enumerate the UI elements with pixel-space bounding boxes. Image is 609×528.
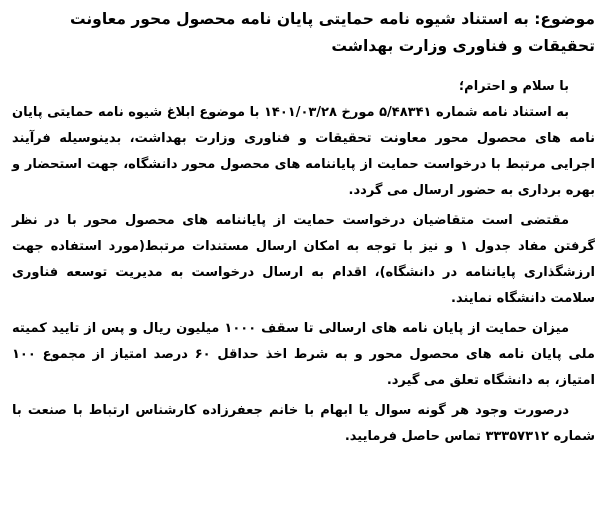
paragraph-contact: درصورت وجود هر گونه سوال یا ابهام با خانم جعفرزاده کارشناس ارتباط با صنعت با شماره ۳۳۳۵۷۳۱۲ تماس حاصل فرمایید. <box>12 403 595 444</box>
paragraph-applicants: مقتضی است متقاضیان درخواست حمایت از پایاننامه های محصول محور با در نظر گرفتن مفاد جدول ۱ و نیز با توجه به امکان ارسال مستندات مرتبط(مورد استفاده جهت ارزشگذاری پایاننامه در دانشگاه)، اقدام به ارسال درخواست به مدیریت توسعه فناوری سلامت دانشگاه نمایند. <box>12 213 595 306</box>
paragraph-support-amount: میزان حمایت از پایان نامه های ارسالی تا سقف ۱۰۰۰ میلیون ریال و پس از تایید کمیته ملی پایان نامه های محصول محور و به شرط اخذ حداقل ۶۰ درصد امتیاز از مجموع ۱۰۰ امتیاز، به دانشگاه تعلق می گیرد. <box>12 321 595 388</box>
letter-document <box>12 6 595 450</box>
letter-subject: موضوع: به استناد شیوه نامه حمایتی پایان نامه محصول محور معاونت تحقیقات و فناوری وزارت بهداشت <box>69 10 595 55</box>
paragraph-announcement: به استناد نامه شماره ۵/۴۸۳۴۱ مورخ ۱۴۰۱/۰۳/۲۸ با موضوع ابلاغ شیوه نامه حمایتی پایان نامه های محصول محور معاونت تحقیقات و فناوری وزارت بهداشت، بدینوسیله فرآیند اجرایی مرتبط با درخواست حمایت از پایاننامه های محصول محور دانشگاه، جهت استحضار و بهره برداری به حضور ارسال می گردد. <box>12 105 595 198</box>
letter-salutation: با سلام و احترام؛ <box>458 79 569 94</box>
